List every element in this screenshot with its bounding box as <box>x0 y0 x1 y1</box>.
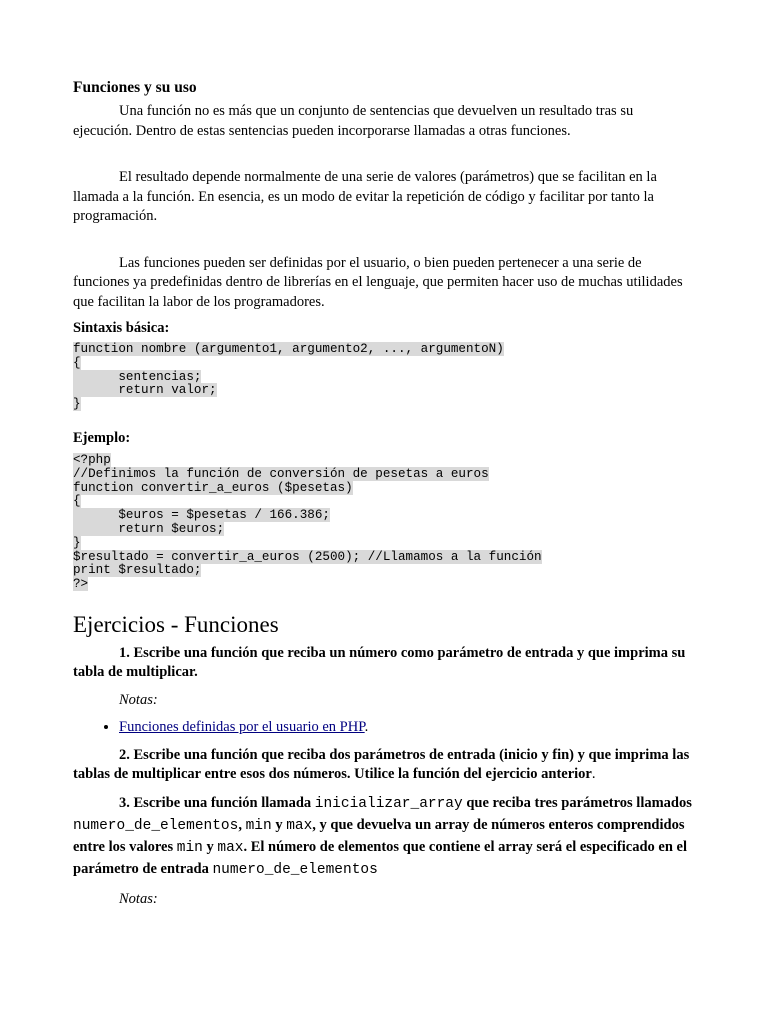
link-suffix: . <box>364 719 369 736</box>
code-line: $euros = $pesetas / 166.386; <box>73 508 330 523</box>
document-page <box>73 78 695 909</box>
code-line: { <box>73 494 81 509</box>
exercise-3-text: . El número de elementos que contiene el array será el especificado en el parámetro de entrada <box>73 838 687 877</box>
exercise-2-text: 2. Escribe una función que reciba dos parámetros de entrada (inicio y fin) y que imprima las tablas de multiplicar entre esos dos números. Utilice la función del ejercicio anterior <box>73 746 690 783</box>
exercise-3-text: que reciba tres parámetros llamados <box>462 794 692 811</box>
exercise-2-suffix: . <box>591 766 596 783</box>
code-line: //Definimos la función de conversión de pesetas a euros <box>73 466 489 481</box>
code-inline: max <box>217 839 244 856</box>
exercise-3 <box>73 793 695 881</box>
section-title: Funciones y su uso <box>73 79 197 96</box>
list-item <box>119 718 695 738</box>
paragraph-3: Las funciones pueden ser definidas por el usuario, o bien pueden pertenecer a una serie de funciones ya predefinidas dentro de librerías en el lenguaje, que permiten hacer uso de muchas utilidades que facilitan la labor de los programadores. <box>73 254 683 310</box>
php-functions-link[interactable]: Funciones definidas por el usuario en PHP <box>119 719 365 736</box>
code-inline: numero_de_elementos <box>212 861 378 878</box>
exercise-3-text: , y que devuelva un array de números enteros comprendidos entre los valores <box>73 816 685 855</box>
example-code-block <box>73 454 695 592</box>
code-line: } <box>73 397 81 412</box>
code-line: ?> <box>73 577 89 592</box>
code-inline: inicializar_array <box>314 795 463 812</box>
exercise-3-text: 3. Escribe una función llamada <box>119 794 315 811</box>
paragraph-1: Una función no es más que un conjunto de sentencias que devuelven un resultado tras su ejecución. Dentro de estas sentencias pueden incorporarse llamadas a otras funciones. <box>73 103 634 139</box>
code-line: return valor; <box>73 383 217 398</box>
exercise-2 <box>73 746 695 785</box>
notes-label: Notas: <box>119 691 158 708</box>
code-line: sentencias; <box>73 369 202 384</box>
code-line: function nombre (argumento1, argumento2, ..., argumentoN) <box>73 342 504 356</box>
example-label: Ejemplo: <box>73 429 131 446</box>
exercise-3-text: y <box>271 816 287 833</box>
exercise-1: 1. Escribe una función que reciba un número como parámetro de entrada y que imprima su tabla de multiplicar. <box>73 644 686 681</box>
exercise-3-text: , <box>238 816 246 833</box>
syntax-label: Sintaxis básica: <box>73 320 170 336</box>
paragraph-2: El resultado depende normalmente de una serie de valores (parámetros) que se facilitan en la llamada a la función. En esencia, es un modo de evitar la repetición de código y facilitar por tanto la programación. <box>73 169 657 224</box>
code-line: $resultado = convertir_a_euros (2500); //Llamamos a la función <box>73 549 542 564</box>
code-inline: min <box>176 839 203 856</box>
code-inline: max <box>286 817 313 834</box>
code-line: } <box>73 535 81 550</box>
code-line: function convertir_a_euros ($pesetas) <box>73 480 353 495</box>
notes-label-2: Notas: <box>119 890 158 907</box>
code-line: { <box>73 355 81 370</box>
code-line: print $resultado; <box>73 563 202 578</box>
notes-list <box>73 718 695 738</box>
exercise-3-text: y <box>202 838 218 855</box>
code-line: return $euros; <box>73 521 225 536</box>
code-line: <?php <box>73 452 111 467</box>
code-inline: numero_de_elementos <box>73 817 239 834</box>
syntax-code-block <box>73 343 695 412</box>
exercises-heading: Ejercicios - Funciones <box>73 611 279 637</box>
code-inline: min <box>245 817 272 834</box>
